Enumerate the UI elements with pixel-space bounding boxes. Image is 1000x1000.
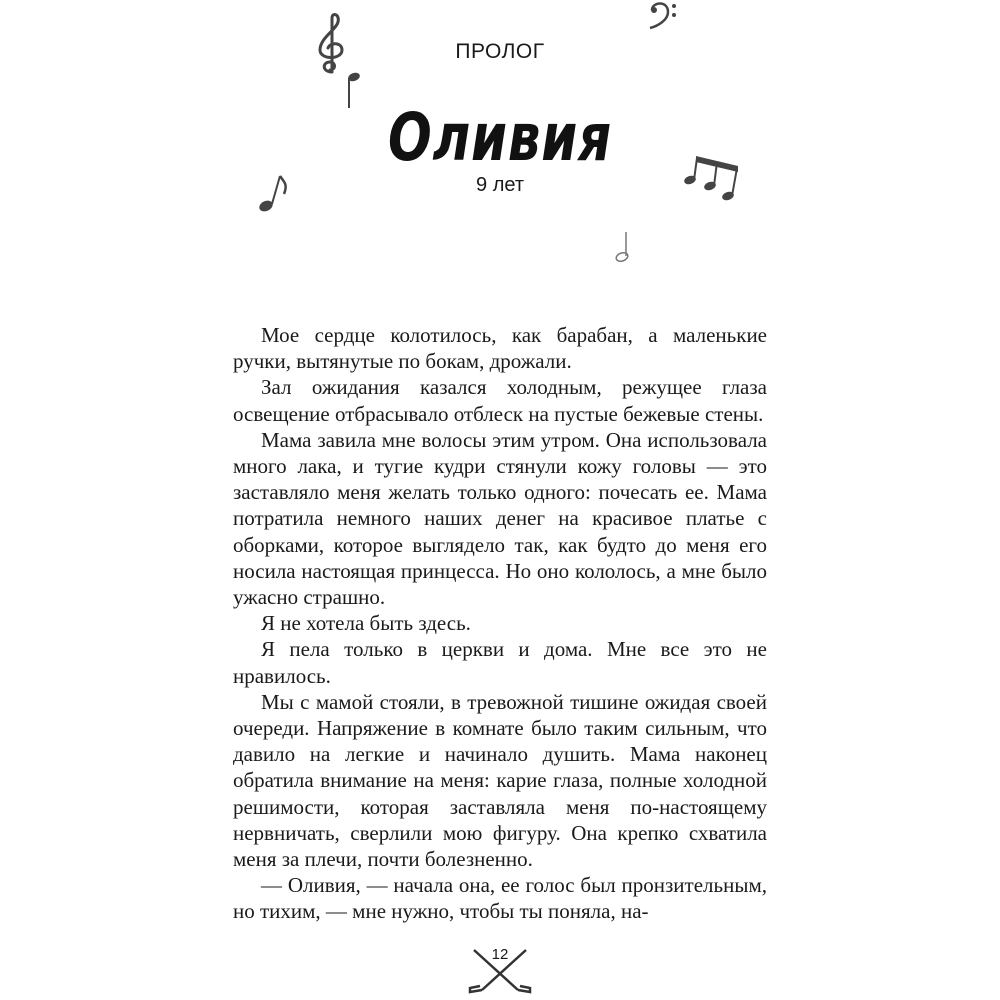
paragraph: Я пела только в церкви и дома. Мне все это не нравилось. <box>233 637 767 688</box>
section-label: ПРОЛОГ <box>455 40 545 63</box>
paragraph: Я не хотела быть здесь. <box>261 611 471 636</box>
page-folio <box>460 946 540 998</box>
paragraph: Мое сердце колотилось, как барабан, а маленькие ручки, вытянутые по бокам, дрожали. <box>233 323 767 374</box>
chapter-title: Оливия <box>388 99 612 176</box>
page-number: 12 <box>491 946 509 963</box>
bass-clef-icon <box>646 0 682 30</box>
body-text <box>233 322 767 925</box>
chapter-subtitle: 9 лет <box>476 174 524 196</box>
paragraph: Мы с мамой стояли, в тревожной тишине ожидая своей очереди. Напряжение в комнате было таким сильным, что давило на легкие и начинало душить. Мама наконец обратила внимание на меня: карие глаза, полные холодной решимости, которая заставляла меня по-настоящему нервничать, сверлили мою фигуру. Она крепко схватила меня за плечи, почти болезненно. <box>233 689 767 872</box>
paragraph: Мама завила мне волосы этим утром. Она использовала много лака, и тугие кудри стянули кожу головы — это заставляло меня желать только одного: почесать ее. Мама потратила немного наших денег на красивое платье с оборками, которое выглядело так, как будто до меня его носила настоящая принцесса. Но оно кололось, а мне было ужасно страшно. <box>233 427 767 610</box>
paragraph: Зал ожидания казался холодным, режущее глаза освещение отбрасывало отблеск на пустые бежевые стены. <box>233 375 767 426</box>
paragraph: — Оливия, — начала она, ее голос был пронзительным, но тихим, — мне нужно, чтобы ты поняла, на- <box>233 873 767 924</box>
small-note-icon <box>614 230 636 264</box>
